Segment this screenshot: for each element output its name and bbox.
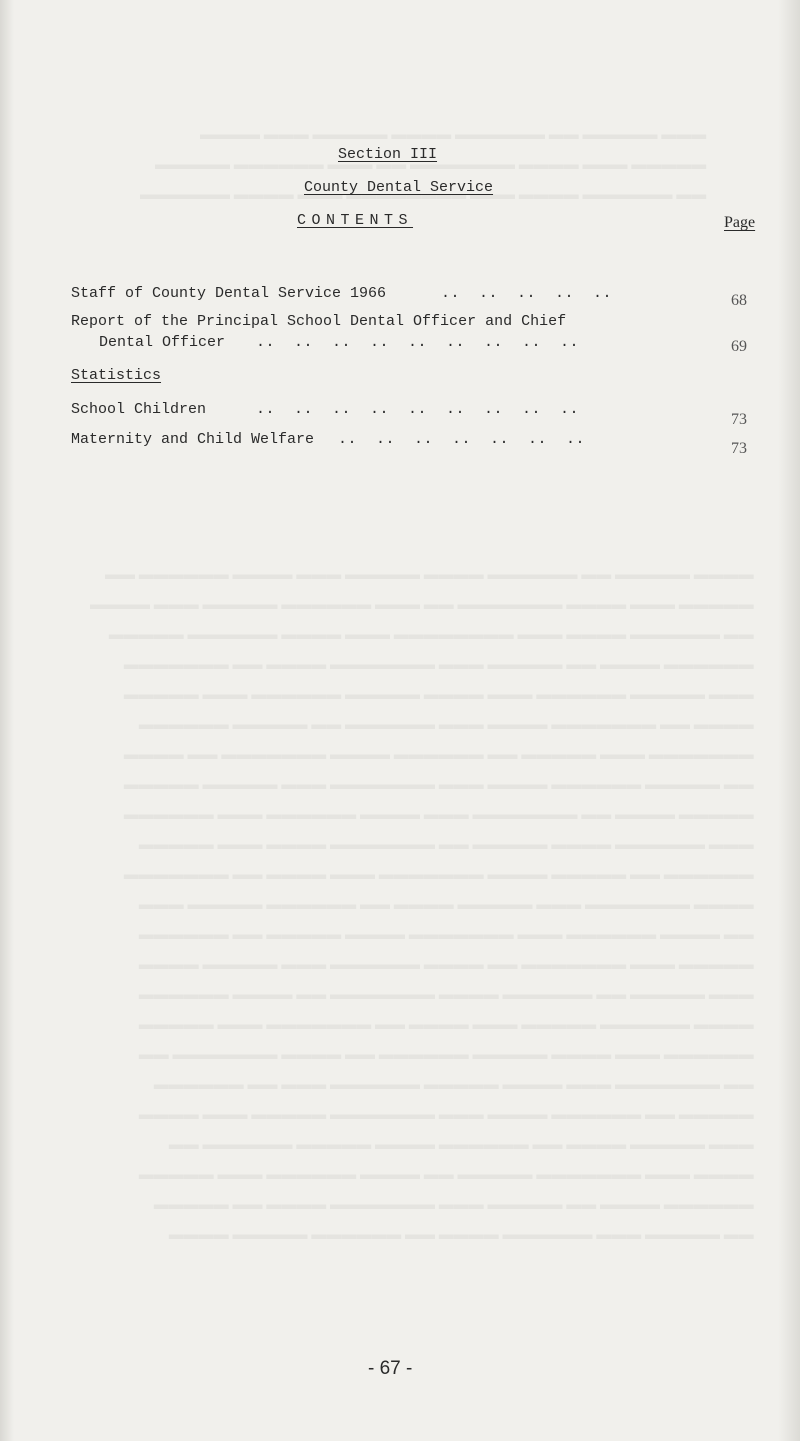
bleed-through-texture-lower bbox=[90, 560, 754, 1250]
section-heading: Section III bbox=[338, 146, 438, 163]
toc-entry-maternity-title: Maternity and Child Welfare bbox=[71, 431, 315, 448]
toc-entry-report-page: 69 bbox=[731, 338, 747, 355]
bleed-through-texture bbox=[140, 120, 706, 210]
page-edge-shadow-right bbox=[778, 0, 800, 1441]
page-number: - 67 - bbox=[368, 1358, 413, 1379]
leader-dots: .. .. .. .. .. .. .. .. .. bbox=[256, 401, 580, 418]
contents-heading: CONTENTS bbox=[297, 212, 414, 229]
toc-entry-report-title-line2: Dental Officer bbox=[99, 334, 226, 351]
toc-entry-report-title-line1: Report of the Principal School Dental Officer and Chief bbox=[71, 313, 567, 330]
leader-dots: .. .. .. .. .. .. .. .. .. bbox=[256, 334, 580, 351]
toc-entry-school-children-title: School Children bbox=[71, 401, 207, 418]
page-edge-shadow-left bbox=[0, 0, 14, 1441]
statistics-heading: Statistics bbox=[71, 367, 162, 384]
toc-entry-staff-title: Staff of County Dental Service 1966 bbox=[71, 285, 387, 302]
page-column-heading: Page bbox=[724, 214, 756, 231]
toc-entry-maternity-page: 73 bbox=[731, 440, 747, 457]
service-heading: County Dental Service bbox=[304, 179, 494, 196]
toc-entry-staff-page: 68 bbox=[731, 292, 747, 309]
toc-entry-school-children-page: 73 bbox=[731, 411, 747, 428]
leader-dots: .. .. .. .. .. .. .. bbox=[338, 431, 586, 448]
leader-dots: .. .. .. .. .. bbox=[441, 285, 613, 302]
